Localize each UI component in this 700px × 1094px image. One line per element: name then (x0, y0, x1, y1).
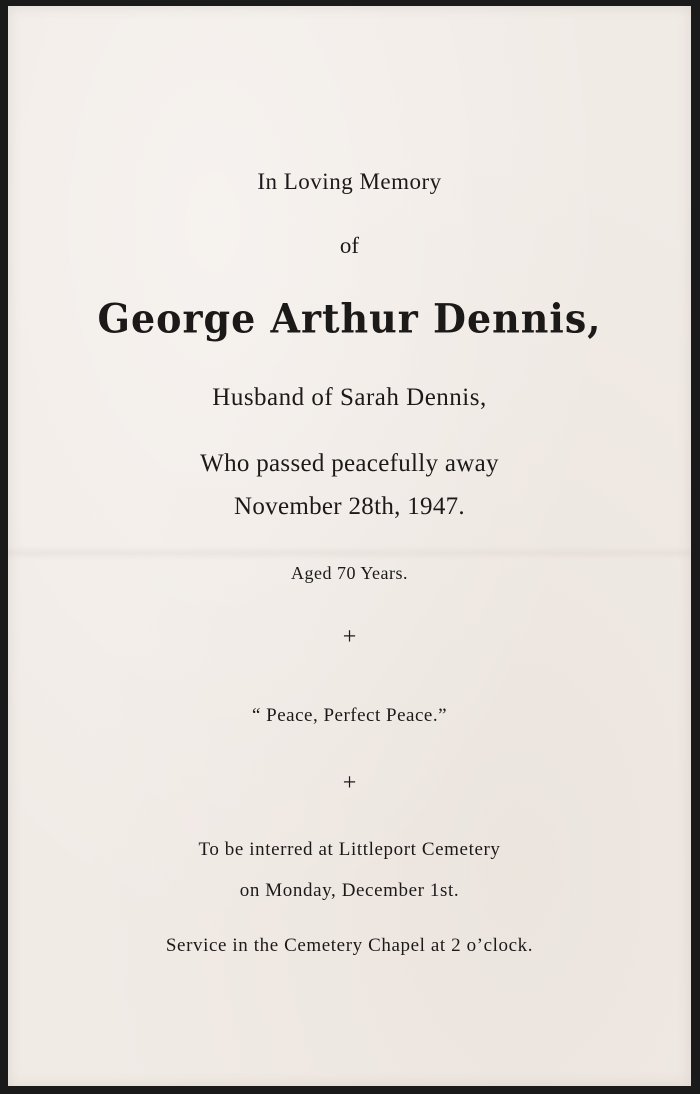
date-of-death: November 28th, 1947. (234, 493, 465, 520)
cross-icon: + (342, 770, 357, 796)
cross-icon: + (342, 624, 357, 650)
heading: In Loving Memory (257, 169, 442, 194)
interment-date-line: on Monday, December 1st. (239, 880, 460, 901)
deceased-name: George Arthur Dennis, (97, 294, 602, 343)
memorial-card (8, 6, 691, 1086)
passed-line: Who passed peacefully away (200, 450, 499, 477)
age-line: Aged 70 Years. (291, 563, 408, 583)
service-line: Service in the Cemetery Chapel at 2 o’clock. (165, 935, 534, 956)
quote-line: “ Peace, Perfect Peace.” (251, 705, 447, 726)
interment-line: To be interred at Littleport Cemetery (198, 839, 501, 860)
relation-line: Husband of Sarah Dennis, (212, 384, 487, 411)
paper-fold (8, 546, 691, 560)
of-line: of (339, 233, 360, 258)
